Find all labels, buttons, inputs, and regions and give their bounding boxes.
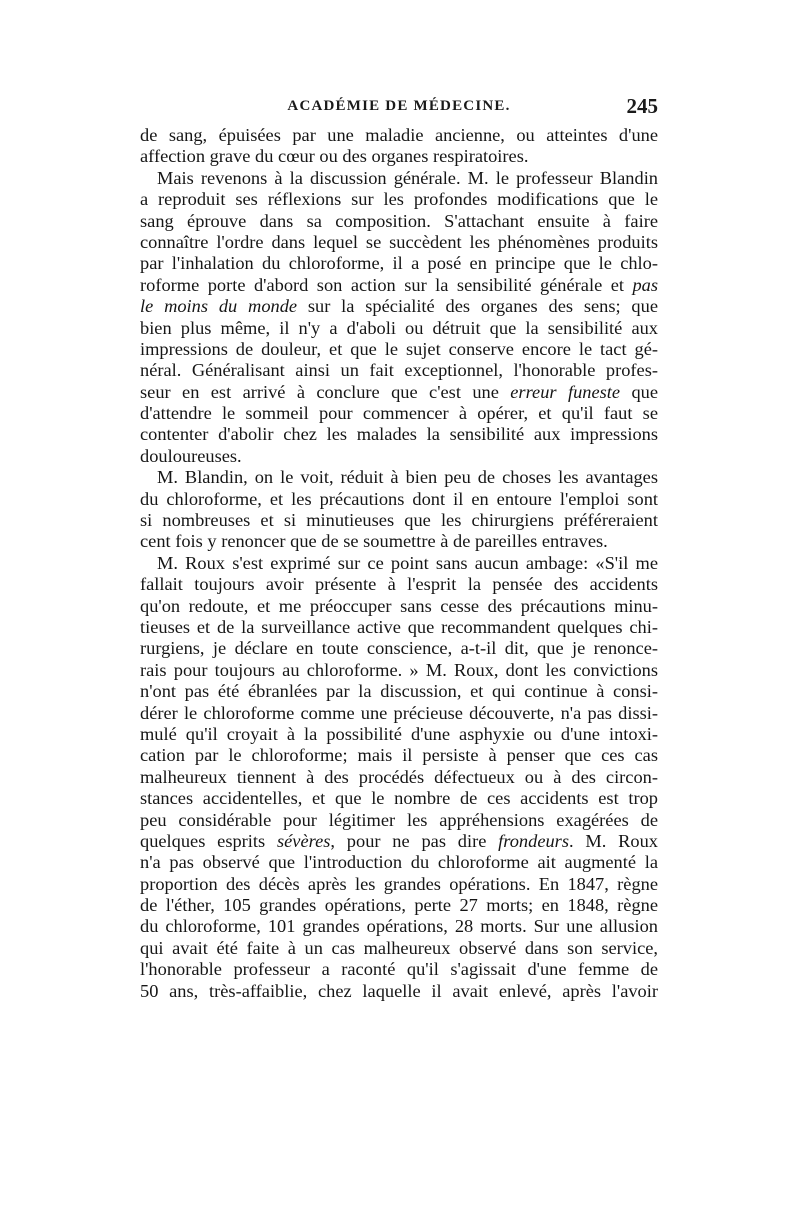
text-run: impressions de douleur, et que le sujet conserve encore le tact gé-	[140, 338, 658, 359]
text-line	[140, 703, 658, 724]
text-line	[140, 574, 658, 595]
text-run: malheureux tiennent à des procédés défectueux ou à des circon-	[140, 766, 658, 787]
text-line	[140, 253, 658, 274]
text-line	[140, 874, 658, 895]
text-run: quelques esprits	[140, 830, 277, 851]
text-line	[140, 211, 658, 232]
page-number: 245	[626, 94, 658, 118]
text-run: n'a pas observé que l'introduction du chloroforme ait augmenté la	[140, 852, 658, 873]
text-run: qui avait été faite à un cas malheureux observé dans son service,	[140, 937, 658, 958]
text-line	[140, 446, 658, 467]
text-run: qu'on redoute, et me préoccuper sans cesse des précautions minu-	[140, 595, 658, 616]
text-run: connaître l'ordre dans lequel se succèdent les phénomènes produits	[140, 231, 658, 252]
text-line	[140, 510, 658, 531]
text-line	[140, 232, 658, 253]
text-run: roforme porte d'abord son action sur la sensibilité générale et	[140, 274, 633, 295]
text-line	[140, 318, 658, 339]
text-line	[140, 360, 658, 381]
text-run: néral. Généralisant ainsi un fait exceptionnel, l'honorable profes-	[140, 360, 658, 381]
text-run: tieuses et de la surveillance active que recommandent quelques chi-	[140, 616, 658, 637]
text-run: du chloroforme, et les précautions dont il en entoure l'emploi sont	[140, 488, 658, 509]
text-run: bien plus même, il n'y a d'aboli ou détruit que la sensibilité aux	[140, 317, 658, 338]
text-run: seur en est arrivé à conclure que c'est une	[140, 381, 511, 402]
text-run: peu considérable pour légitimer les appréhensions exagérées de	[140, 809, 658, 830]
text-line	[140, 617, 658, 638]
text-run: si nombreuses et si minutieuses que les chirurgiens préféreraient	[140, 510, 658, 531]
text-line	[140, 146, 658, 167]
text-run: l'honorable professeur a raconté qu'il s'agissait d'une femme de	[140, 959, 658, 980]
text-run: du chloroforme, 101 grandes opérations, 28 morts. Sur une allusion	[140, 916, 658, 937]
text-line	[140, 788, 658, 809]
text-line	[140, 403, 658, 424]
text-run: n'ont pas été ébranlées par la discussion, et qui continue à consi-	[140, 681, 658, 702]
running-head	[140, 94, 658, 124]
italic-phrase: le moins du monde	[140, 296, 298, 317]
body-text	[140, 125, 658, 1002]
text-run: mulé qu'il croyait à la possibilité d'une asphyxie ou d'une intoxi-	[140, 723, 658, 744]
text-line	[140, 339, 658, 360]
text-run: rais pour toujours au chloroforme. » M. Roux, dont les convictions	[140, 659, 658, 680]
text-line	[140, 981, 658, 1002]
text-line	[140, 489, 658, 510]
text-line	[140, 959, 658, 980]
text-run: fallait toujours avoir présente à l'esprit la pensée des accidents	[140, 574, 658, 595]
text-run: M. Blandin, on le voit, réduit à bien peu de choses les avantages	[157, 467, 658, 488]
text-run: a reproduit ses réflexions sur les profondes modifications que le	[140, 189, 658, 210]
text-line	[140, 852, 658, 873]
text-line	[140, 895, 658, 916]
text-line	[140, 382, 658, 403]
text-run: que	[620, 381, 659, 402]
text-run: sang éprouve dans sa composition. S'attachant ensuite à faire	[140, 210, 658, 231]
text-line	[140, 638, 658, 659]
text-run: dérer le chloroforme comme une précieuse découverte, n'a pas dissi-	[140, 702, 658, 723]
text-line	[140, 681, 658, 702]
text-line	[140, 168, 658, 189]
italic-phrase: erreur funeste	[510, 381, 621, 402]
text-line	[140, 296, 658, 317]
text-line	[140, 724, 658, 745]
text-run: proportion des décès après les grandes opérations. En 1847, règne	[140, 873, 658, 894]
text-run: 50 ans, très-affaiblie, chez laquelle il avait enlevé, après l'avoir	[140, 980, 658, 1001]
italic-phrase: pas	[632, 274, 658, 295]
text-line	[140, 810, 658, 831]
text-run: sur la spécialité des organes des sens; que	[297, 296, 658, 317]
italic-phrase: sévères	[276, 830, 331, 851]
text-run: cation par le chloroforme; mais il persiste à penser que ces cas	[140, 745, 658, 766]
text-run: contenter d'abolir chez les malades la sensibilité aux impressions	[140, 424, 658, 445]
text-line	[140, 831, 658, 852]
text-line	[140, 596, 658, 617]
text-line	[140, 424, 658, 445]
text-run: , pour ne pas dire	[330, 830, 499, 851]
text-line	[140, 189, 658, 210]
text-run: rurgiens, je déclare en toute conscience, a-t-il dit, que je renonce-	[140, 638, 658, 659]
text-run: de sang, épuisées par une maladie ancienne, ou atteintes d'une	[140, 125, 658, 145]
text-line	[140, 467, 658, 488]
text-line	[140, 660, 658, 681]
text-line	[140, 531, 658, 552]
text-run: M. Roux s'est exprimé sur ce point sans aucun ambage: «S'il me	[157, 552, 658, 573]
text-run: stances accidentelles, et que le nombre de ces accidents est trop	[140, 788, 658, 809]
text-line	[140, 938, 658, 959]
text-run: . M. Roux	[569, 830, 658, 851]
text-line	[140, 767, 658, 788]
text-line	[140, 275, 658, 296]
text-run: cent fois y renoncer que de se soumettre à de pareilles entraves.	[140, 531, 608, 552]
text-line	[140, 125, 658, 146]
text-run: de l'éther, 105 grandes opérations, perte 27 morts; en 1848, règne	[140, 895, 658, 916]
text-line	[140, 553, 658, 574]
text-run: affection grave du cœur ou des organes respiratoires.	[140, 146, 529, 167]
text-run: douloureuses.	[140, 445, 242, 466]
text-line	[140, 745, 658, 766]
text-run: Mais revenons à la discussion générale. M. le professeur Blandin	[157, 167, 658, 188]
text-run: par l'inhalation du chloroforme, il a posé en principe que le chlo-	[140, 253, 658, 274]
italic-phrase: frondeurs	[498, 830, 569, 851]
running-title: ACADÉMIE DE MÉDECINE.	[287, 98, 511, 114]
text-line	[140, 916, 658, 937]
text-run: d'attendre le sommeil pour commencer à opérer, et qu'il faut se	[140, 403, 658, 424]
